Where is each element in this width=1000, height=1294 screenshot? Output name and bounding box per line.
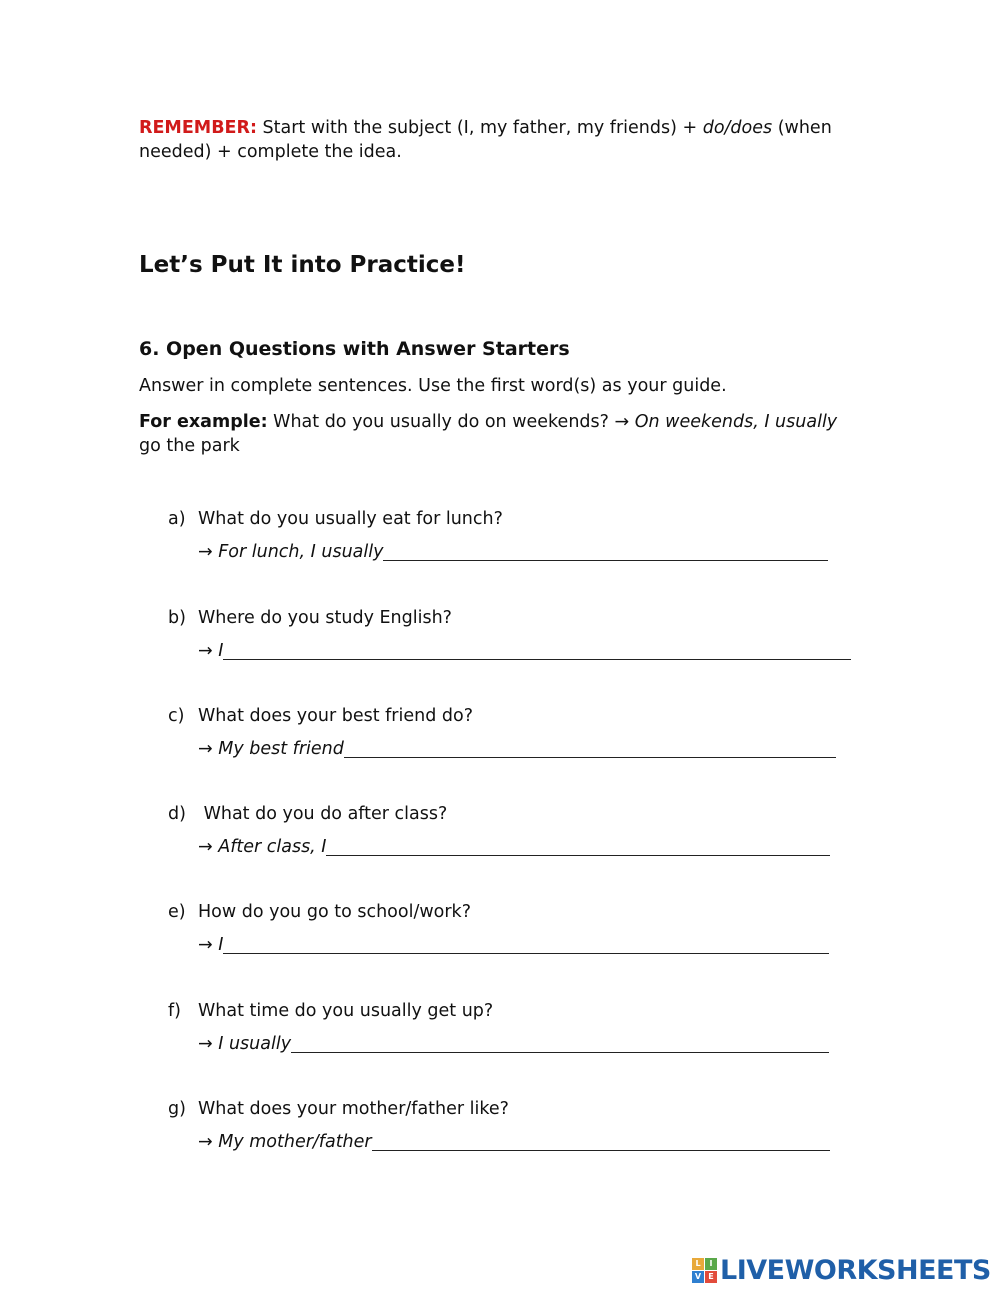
question-letter: e) bbox=[168, 902, 186, 922]
answer-blank-d[interactable] bbox=[326, 837, 830, 856]
question-f bbox=[168, 999, 888, 1023]
example-text bbox=[139, 410, 839, 458]
example-label: For example: bbox=[139, 412, 268, 432]
question-text: How do you go to school/work? bbox=[198, 902, 471, 922]
answer-row-g bbox=[198, 1130, 830, 1154]
question-e bbox=[168, 900, 888, 924]
remember-label: REMEMBER: bbox=[139, 118, 257, 138]
question-letter: a) bbox=[168, 509, 186, 529]
question-letter: c) bbox=[168, 706, 185, 726]
answer-starter: → I usually bbox=[198, 1034, 292, 1054]
answer-row-e bbox=[198, 933, 829, 957]
answer-blank-g[interactable] bbox=[372, 1132, 830, 1151]
liveworksheets-logo bbox=[692, 1255, 991, 1285]
logo-text: LIVEWORKSHEETS bbox=[720, 1254, 991, 1286]
remember-italic: do/does bbox=[702, 118, 773, 138]
answer-row-f bbox=[198, 1032, 829, 1056]
logo-mark-letter: I bbox=[705, 1258, 717, 1270]
logo-mark-letter: V bbox=[692, 1271, 704, 1283]
answer-starter: → I bbox=[198, 641, 224, 661]
answer-row-d bbox=[198, 835, 830, 859]
answer-starter: → For lunch, I usually bbox=[198, 542, 384, 562]
logo-mark-letter: L bbox=[692, 1258, 704, 1270]
question-letter: f) bbox=[168, 1001, 181, 1021]
answer-row-a bbox=[198, 540, 828, 564]
question-g bbox=[168, 1097, 888, 1121]
answer-blank-a[interactable] bbox=[383, 542, 828, 561]
answer-starter: → My best friend bbox=[198, 739, 344, 759]
question-text: What time do you usually get up? bbox=[198, 1001, 494, 1021]
section-title: 6. Open Questions with Answer Starters bbox=[139, 338, 570, 360]
remember-note bbox=[139, 116, 839, 164]
question-text: What do you usually eat for lunch? bbox=[198, 509, 503, 529]
question-text: Where do you study English? bbox=[198, 608, 452, 628]
question-text: What does your best friend do? bbox=[198, 706, 473, 726]
page-heading: Let’s Put It into Practice! bbox=[139, 252, 466, 278]
question-a bbox=[168, 507, 888, 531]
answer-blank-f[interactable] bbox=[291, 1034, 829, 1053]
question-text: What does your mother/father like? bbox=[198, 1099, 509, 1119]
logo-mark-icon bbox=[692, 1258, 717, 1283]
example-rest: go the park bbox=[139, 436, 240, 456]
question-letter: b) bbox=[168, 608, 186, 628]
logo-mark-letter: E bbox=[705, 1271, 717, 1283]
remember-text-2: (when needed) + complete the idea. bbox=[139, 118, 832, 162]
answer-blank-c[interactable] bbox=[344, 739, 836, 758]
question-d bbox=[168, 802, 888, 826]
question-letter: d) bbox=[168, 804, 186, 824]
instruction-text: Answer in complete sentences. Use the first word(s) as your guide. bbox=[139, 376, 727, 396]
remember-text-1: Start with the subject (I, my father, my friends) + bbox=[256, 118, 703, 138]
question-text: What do you do after class? bbox=[198, 804, 448, 824]
example-italic: On weekends, I usually bbox=[634, 412, 838, 432]
answer-starter: → I bbox=[198, 935, 224, 955]
question-b bbox=[168, 606, 888, 630]
answer-starter: → My mother/father bbox=[198, 1132, 372, 1152]
answer-blank-e[interactable] bbox=[223, 935, 829, 954]
question-c bbox=[168, 704, 888, 728]
answer-blank-b[interactable] bbox=[223, 641, 851, 660]
question-letter: g) bbox=[168, 1099, 186, 1119]
answer-row-c bbox=[198, 737, 836, 761]
answer-row-b bbox=[198, 639, 851, 663]
answer-starter: → After class, I bbox=[198, 837, 327, 857]
example-question: What do you usually do on weekends? → bbox=[267, 412, 635, 432]
